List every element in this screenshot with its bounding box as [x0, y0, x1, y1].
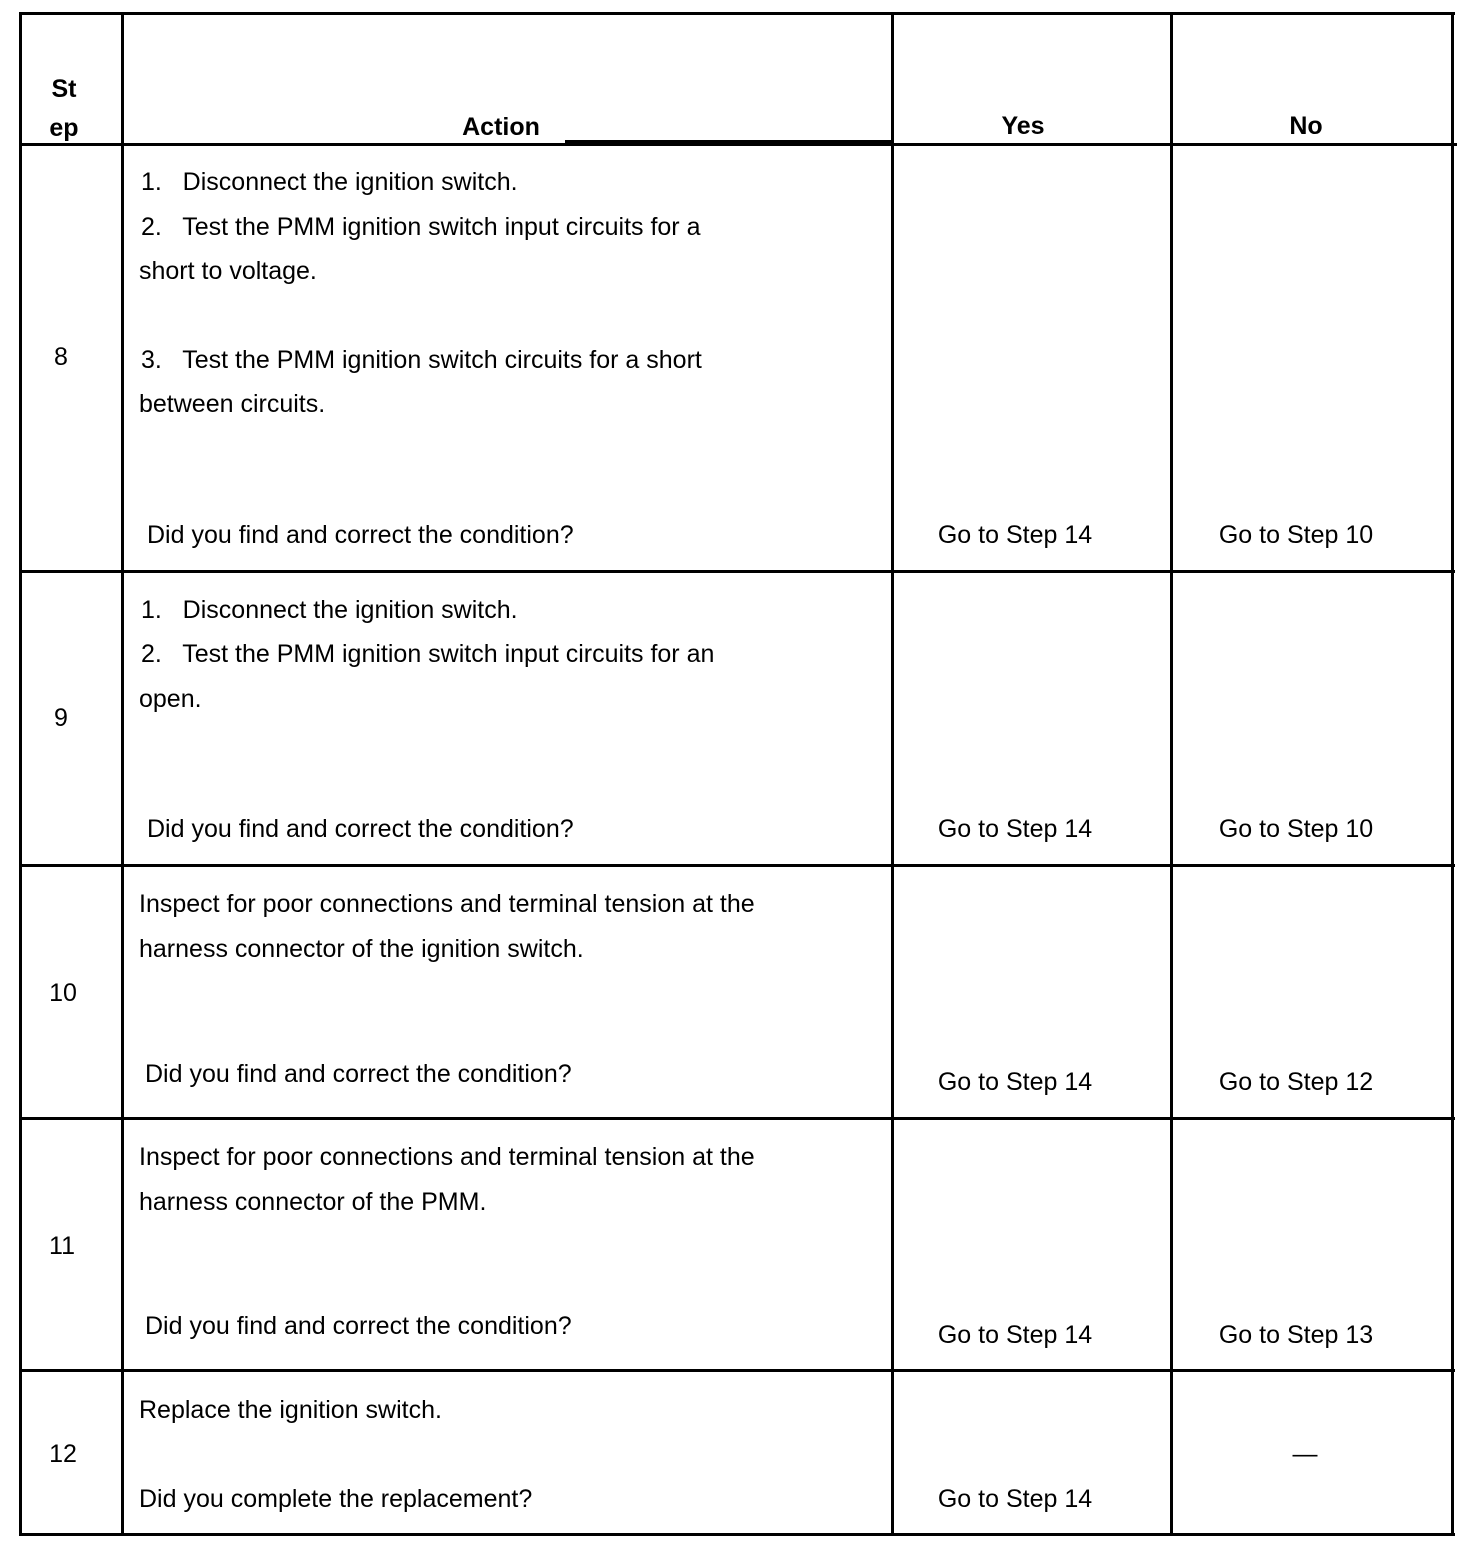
- header-yes: Yes: [1001, 112, 1045, 140]
- step-number: 11: [49, 1232, 75, 1260]
- step-number: 10: [49, 979, 77, 1007]
- table-border-top: [19, 12, 1455, 15]
- table-border-right: [1451, 12, 1454, 1536]
- table-border-left: [19, 12, 22, 1536]
- header-separator: [19, 143, 1457, 146]
- action-question: Did you find and correct the condition?: [147, 815, 574, 843]
- action-question: Did you find and correct the condition?: [147, 521, 574, 549]
- row-separator: [19, 570, 1455, 573]
- action-line: harness connector of the ignition switch.: [139, 935, 584, 963]
- action-line: 1. Disconnect the ignition switch.: [141, 168, 518, 196]
- no-result: Go to Step 12: [1218, 1068, 1374, 1096]
- action-line: Replace the ignition switch.: [139, 1396, 442, 1424]
- yes-result: Go to Step 14: [937, 1485, 1093, 1513]
- action-question: Did you find and correct the condition?: [145, 1312, 572, 1340]
- action-line: 3. Test the PMM ignition switch circuits for a short: [141, 346, 702, 374]
- action-line: 2. Test the PMM ignition switch input circuits for an: [141, 640, 715, 668]
- action-question: Did you complete the replacement?: [139, 1485, 533, 1513]
- header-no: No: [1289, 112, 1323, 140]
- yes-result: Go to Step 14: [937, 815, 1093, 843]
- no-result: —: [1292, 1440, 1318, 1468]
- action-line: 1. Disconnect the ignition switch.: [141, 596, 518, 624]
- action-line: harness connector of the PMM.: [139, 1188, 487, 1216]
- yes-result: Go to Step 14: [937, 1321, 1093, 1349]
- step-number: 8: [54, 343, 68, 371]
- header-step: St: [51, 75, 77, 103]
- action-line: between circuits.: [139, 390, 326, 418]
- no-result: Go to Step 10: [1218, 815, 1374, 843]
- column-divider-yes: [1170, 12, 1173, 1536]
- action-line: open.: [139, 685, 202, 713]
- action-line: Inspect for poor connections and terminal tension at the: [139, 890, 755, 918]
- action-line: short to voltage.: [139, 257, 317, 285]
- header-step-continued: ep: [49, 114, 79, 142]
- row-separator: [19, 1117, 1455, 1120]
- row-separator: [19, 864, 1455, 867]
- column-divider-action: [891, 12, 894, 1536]
- step-number: 9: [54, 704, 68, 732]
- action-question: Did you find and correct the condition?: [145, 1060, 572, 1088]
- header-action: Action: [462, 113, 540, 141]
- action-line: Inspect for poor connections and terminal tension at the: [139, 1143, 755, 1171]
- no-result: Go to Step 10: [1218, 521, 1374, 549]
- action-line: 2. Test the PMM ignition switch input circuits for a: [141, 213, 701, 241]
- no-result: Go to Step 13: [1218, 1321, 1374, 1349]
- column-divider-step: [121, 12, 124, 1536]
- yes-result: Go to Step 14: [937, 1068, 1093, 1096]
- yes-result: Go to Step 14: [937, 521, 1093, 549]
- row-separator: [19, 1369, 1455, 1372]
- table-border-bottom: [19, 1533, 1455, 1536]
- step-number: 12: [49, 1440, 77, 1468]
